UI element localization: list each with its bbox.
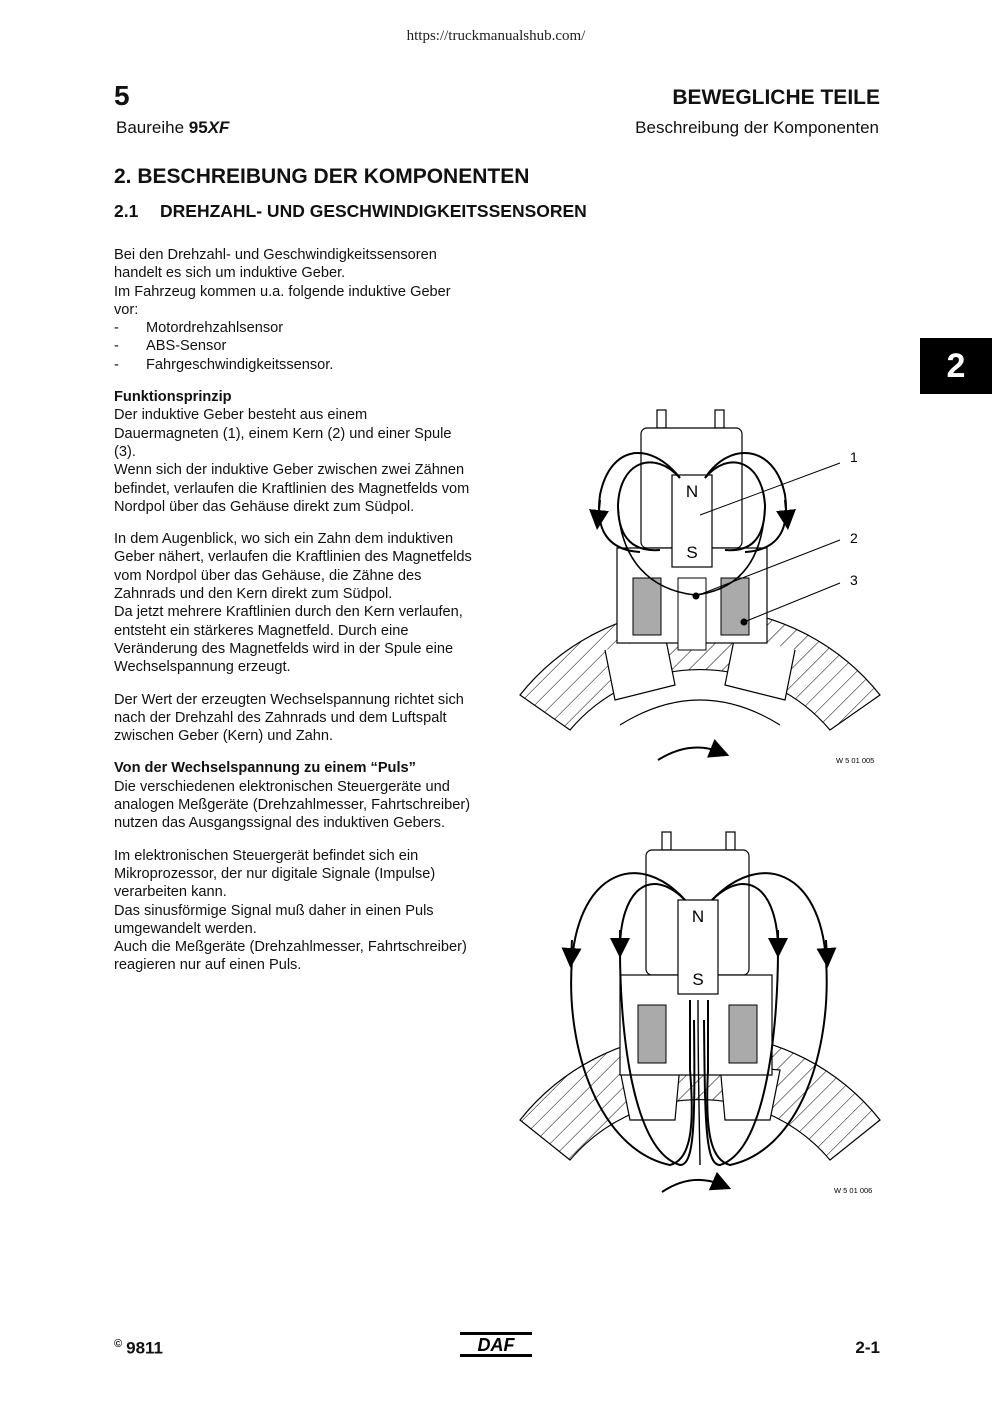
- pulse-heading: Von der Wechselspannung zu einem “Puls”: [114, 760, 416, 777]
- sensor-diagram-tooth-aligned: [500, 820, 900, 1205]
- microprocessor-paragraph: [114, 847, 474, 975]
- list-item: - Fahrgeschwindigkeitssensor.: [114, 356, 474, 374]
- figure-code: W 5 01 006: [834, 1186, 873, 1195]
- pulse-text-2: Im elektronischen Steuergerät befindet sich ein Mikroprozessor, der nur digitale Signale (Impulse) verarbeiten kann.: [114, 847, 436, 901]
- logo-text: DAF: [477, 1335, 515, 1355]
- subsection-title: DREHZAHL- UND GESCHWINDIGKEITSSENSOREN: [160, 201, 587, 221]
- function-text-1: Der induktive Geber besteht aus einem Dauermagneten (1), einem Kern (2) und einer Spule (3).: [114, 407, 452, 460]
- subsection-number: 2.1: [114, 201, 139, 221]
- pole-n-label: N: [691, 907, 705, 926]
- section-subtitle: Beschreibung der Komponenten: [635, 118, 879, 137]
- list-item: - Motordrehzahlsensor: [114, 319, 474, 337]
- callout-2: 2: [850, 530, 858, 546]
- function-heading: Funktionsprinzip: [114, 389, 232, 406]
- sensor-diagram-between-teeth: [500, 400, 900, 770]
- function-paragraph: [114, 388, 474, 516]
- series-number: 95: [188, 118, 208, 137]
- chapter-title: BEWEGLICHE TEILE: [672, 86, 880, 109]
- pole-s-label: S: [692, 970, 704, 989]
- daf-logo-svg: [460, 1332, 532, 1358]
- sensor-housing: [620, 832, 772, 1075]
- callout-3: 3: [850, 572, 858, 588]
- footer-edition: [114, 1338, 163, 1359]
- pulse-paragraph: [114, 759, 474, 832]
- intro-sentence-1: Bei den Drehzahl- und Geschwindigkeitssensoren handelt es sich um induktive Geber.: [114, 247, 437, 282]
- source-url: https://truckmanualshub.com/: [406, 28, 586, 44]
- series-label: [116, 118, 229, 138]
- callout-1: 1: [850, 449, 858, 465]
- pulse-text-1: Die verschiedenen elektronischen Steuergeräte und analogen Meßgeräte (Drehzahlmesser, Fahrtschreiber) nutzen das Ausgangssignal des induktiven Gebers.: [114, 778, 471, 832]
- pulse-text-3: Das sinusförmige Signal muß daher in einen Puls umgewandelt werden.: [114, 902, 434, 937]
- intro-paragraph: [114, 246, 474, 319]
- section-heading: 2. BESCHREIBUNG DER KOMPONENTEN: [114, 165, 530, 188]
- chapter-number: 5: [114, 80, 130, 111]
- series-model: XF: [207, 118, 230, 137]
- intro-sentence-2: Im Fahrzeug kommen u.a. folgende induktive Geber vor:: [114, 283, 451, 318]
- sensor-housing: [617, 410, 767, 650]
- sensor-list: [114, 319, 474, 374]
- sensor-diagram-2-svg: [500, 820, 900, 1205]
- subsection-heading: [114, 201, 587, 222]
- daf-logo: [460, 1332, 532, 1363]
- body-text: [114, 246, 474, 989]
- function-text-4: Da jetzt mehrere Kraftlinien durch den Kern verlaufen, entsteht ein stärkeres Magnetfeld. Durch eine Veränderung des Magnetfelds wird in der Spule eine Wechselspannung erzeugt.: [114, 604, 463, 676]
- function-text-3: In dem Augenblick, wo sich ein Zahn dem induktiven Geber nähert, verlaufen die Kraftlinien des Magnetfelds vom Nordpol über das Gehäuse, die Zähne des Zahnrads und den Kern direkt zum Südpol.: [114, 531, 472, 603]
- pulse-text-4: Auch die Meßgeräte (Drehzahlmesser, Fahrtschreiber) reagieren nur auf einen Puls.: [114, 939, 467, 974]
- figure-code: W 5 01 005: [836, 756, 875, 765]
- copyright-symbol: ©: [114, 1338, 123, 1350]
- pole-n-label: N: [685, 482, 699, 501]
- pole-s-label: S: [686, 543, 698, 562]
- edition-number: 9811: [126, 1338, 163, 1358]
- function-text-2: Wenn sich der induktive Geber zwischen zwei Zähnen befindet, verlaufen die Kraftlinien des Magnetfelds vom Nordpol über das Gehäuse direkt zum Südpol.: [114, 462, 470, 515]
- page-number: 2-1: [855, 1338, 880, 1357]
- sensor-diagram-1-svg: [500, 400, 900, 770]
- voltage-paragraph: Der Wert der erzeugten Wechselspannung richtet sich nach der Drehzahl des Zahnrads und dem Luftspalt zwischen Geber (Kern) und Zahn.: [114, 691, 464, 745]
- list-item: - ABS-Sensor: [114, 337, 474, 355]
- tooth-paragraph: [114, 530, 474, 676]
- chapter-tab: 2: [920, 338, 992, 394]
- series-prefix: Baureihe: [116, 118, 189, 137]
